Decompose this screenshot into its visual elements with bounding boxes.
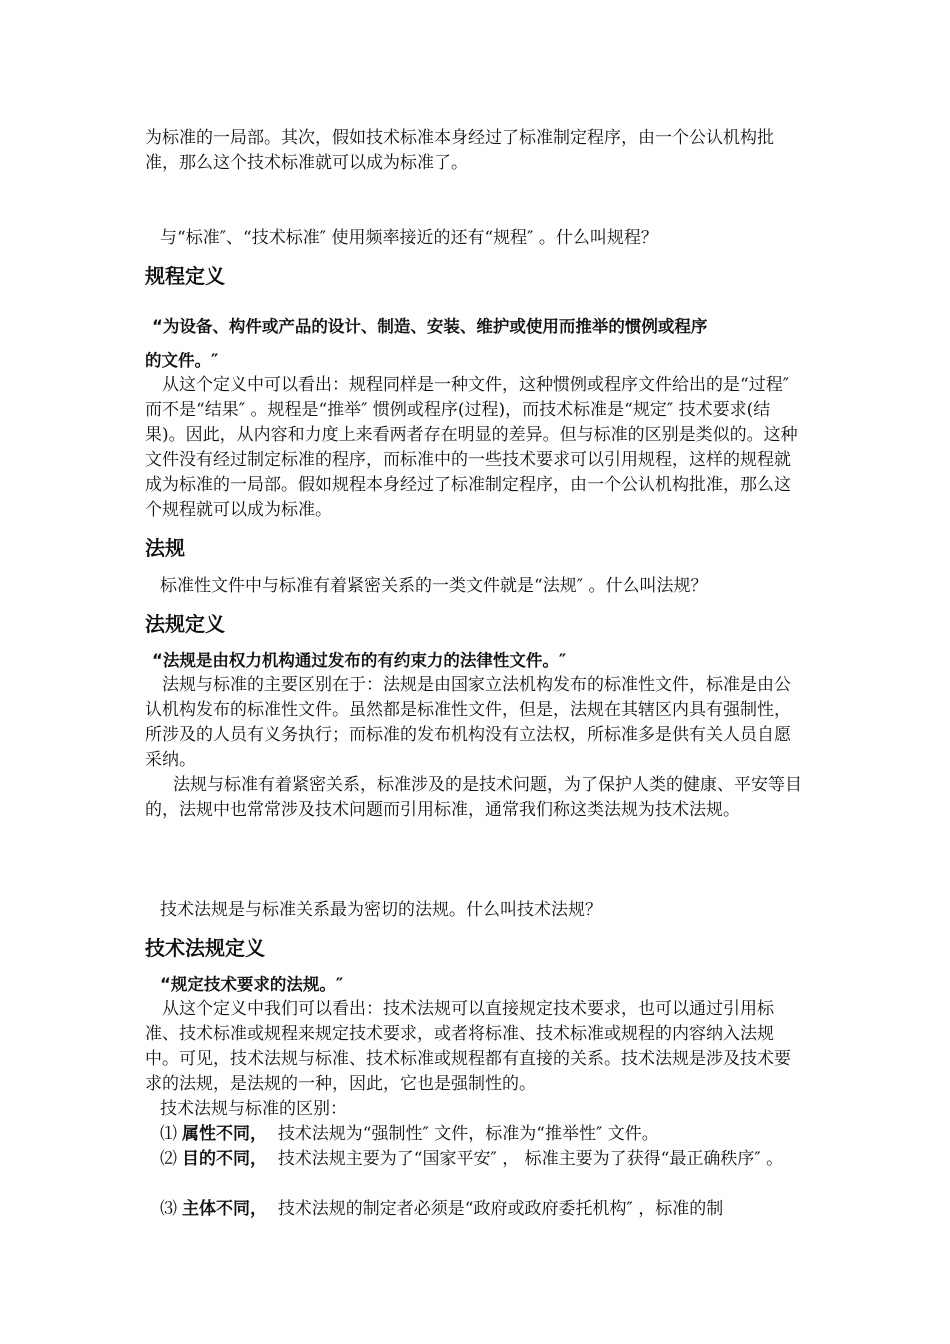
definition-law: “法规是由权力机构通过发布的有约束力的法律性文件。″: [152, 651, 567, 670]
paragraph-law-intro: 标准性文件中与标准有着紧密关系的一类文件就是“法规″ 。什么叫法规？: [160, 576, 708, 596]
heading-technical-law-definition: 技术法规定义: [145, 936, 265, 960]
paragraph-technical-law-intro: 技术法规是与标准关系最为密切的法规。什么叫技术法规？: [160, 900, 602, 920]
list-item-label: 属性不同，: [182, 1124, 267, 1144]
list-item-number: ⑵: [160, 1149, 177, 1169]
list-item-text: 技术法规主要为了“国家平安″ ， 标准主要为了获得“最正确秩序″ 。: [277, 1149, 784, 1169]
list-item-text: 技术法规为“强制性″ 文件，标准为“推举性″ 文件。: [277, 1124, 659, 1144]
paragraph-differences-intro: 技术法规与标准的区别：: [160, 1099, 347, 1119]
definition-technical-law: “规定技术要求的法规。″: [160, 975, 344, 994]
list-item-number: ⑴: [160, 1124, 177, 1144]
paragraph-law-vs-standard: 法规与标准的主要区别在于：法规是由国家立法机构发布的标准性文件，标准是由公认机构发布的标准性文件。虽然都是标准性文件，但是，法规在其辖区内具有强制性，所涉及的人员有义务执行；而标准的发布机构没有立法权，所标准多是供有关人员自愿采纳。: [145, 675, 791, 770]
definition-regulation-line2: 的文件。″: [145, 351, 219, 370]
list-item-label: 主体不同，: [182, 1199, 267, 1219]
heading-law-definition: 法规定义: [145, 612, 225, 636]
list-item-text: 技术法规的制定者必须是“政府或政府委托机构″ ，标准的制: [277, 1199, 724, 1219]
list-item-number: ⑶: [160, 1199, 177, 1219]
paragraph-technical-regulation: 法规与标准有着紧密关系，标准涉及的是技术问题，为了保护人类的健康、平安等目的，法规中也常常涉及技术问题而引用标准，通常我们称这类法规为技术法规。: [145, 775, 802, 820]
definition-regulation-line1: “为设备、构件或产品的设计、制造、安装、维护或使用而推举的惯例或程序: [152, 317, 708, 336]
list-item: [160, 1197, 805, 1222]
heading-law: 法规: [145, 536, 185, 560]
paragraph-regulation-analysis: 从这个定义中可以看出：规程同样是一种文件，这种惯例或程序文件给出的是“过程″ 而不是“结果″ 。规程是“推举″ 惯例或程序(过程)，而技术标准是“规定″ 技术要求(结果)。因此，从内容和力度上来看两者存在明显的差异。但与标准的区别是类似的。这种文件没有经过制定标准的程序，而标准中的一些技术要求可以引用规程，这样的规程就成为标准的一局部。假如规程本身经过了标准制定程序，由一个公认机构批准，那么这个规程就可以成为标准。: [145, 375, 798, 520]
paragraph-standard-approval: 为标准的一局部。其次，假如技术标准本身经过了标准制定程序，由一个公认机构批准，那么这个技术标准就可以成为标准了。: [145, 128, 774, 173]
list-item: [160, 1122, 805, 1147]
paragraph-regulation-intro: 与“标准″、“技术标准″ 使用频率接近的还有“规程″ 。什么叫规程？: [160, 228, 658, 248]
list-item-label: 目的不同，: [182, 1149, 267, 1169]
heading-regulation-definition: 规程定义: [145, 264, 225, 288]
list-item: [160, 1147, 827, 1172]
paragraph-technical-law-analysis: 从这个定义中我们可以看出：技术法规可以直接规定技术要求，也可以通过引用标准、技术标准或规程来规定技术要求，或者将标准、技术标准或规程的内容纳入法规中。可见，技术法规与标准、技术标准或规程都有直接的关系。技术法规是涉及技术要求的法规，是法规的一种，因此，它也是强制性的。: [145, 999, 791, 1094]
